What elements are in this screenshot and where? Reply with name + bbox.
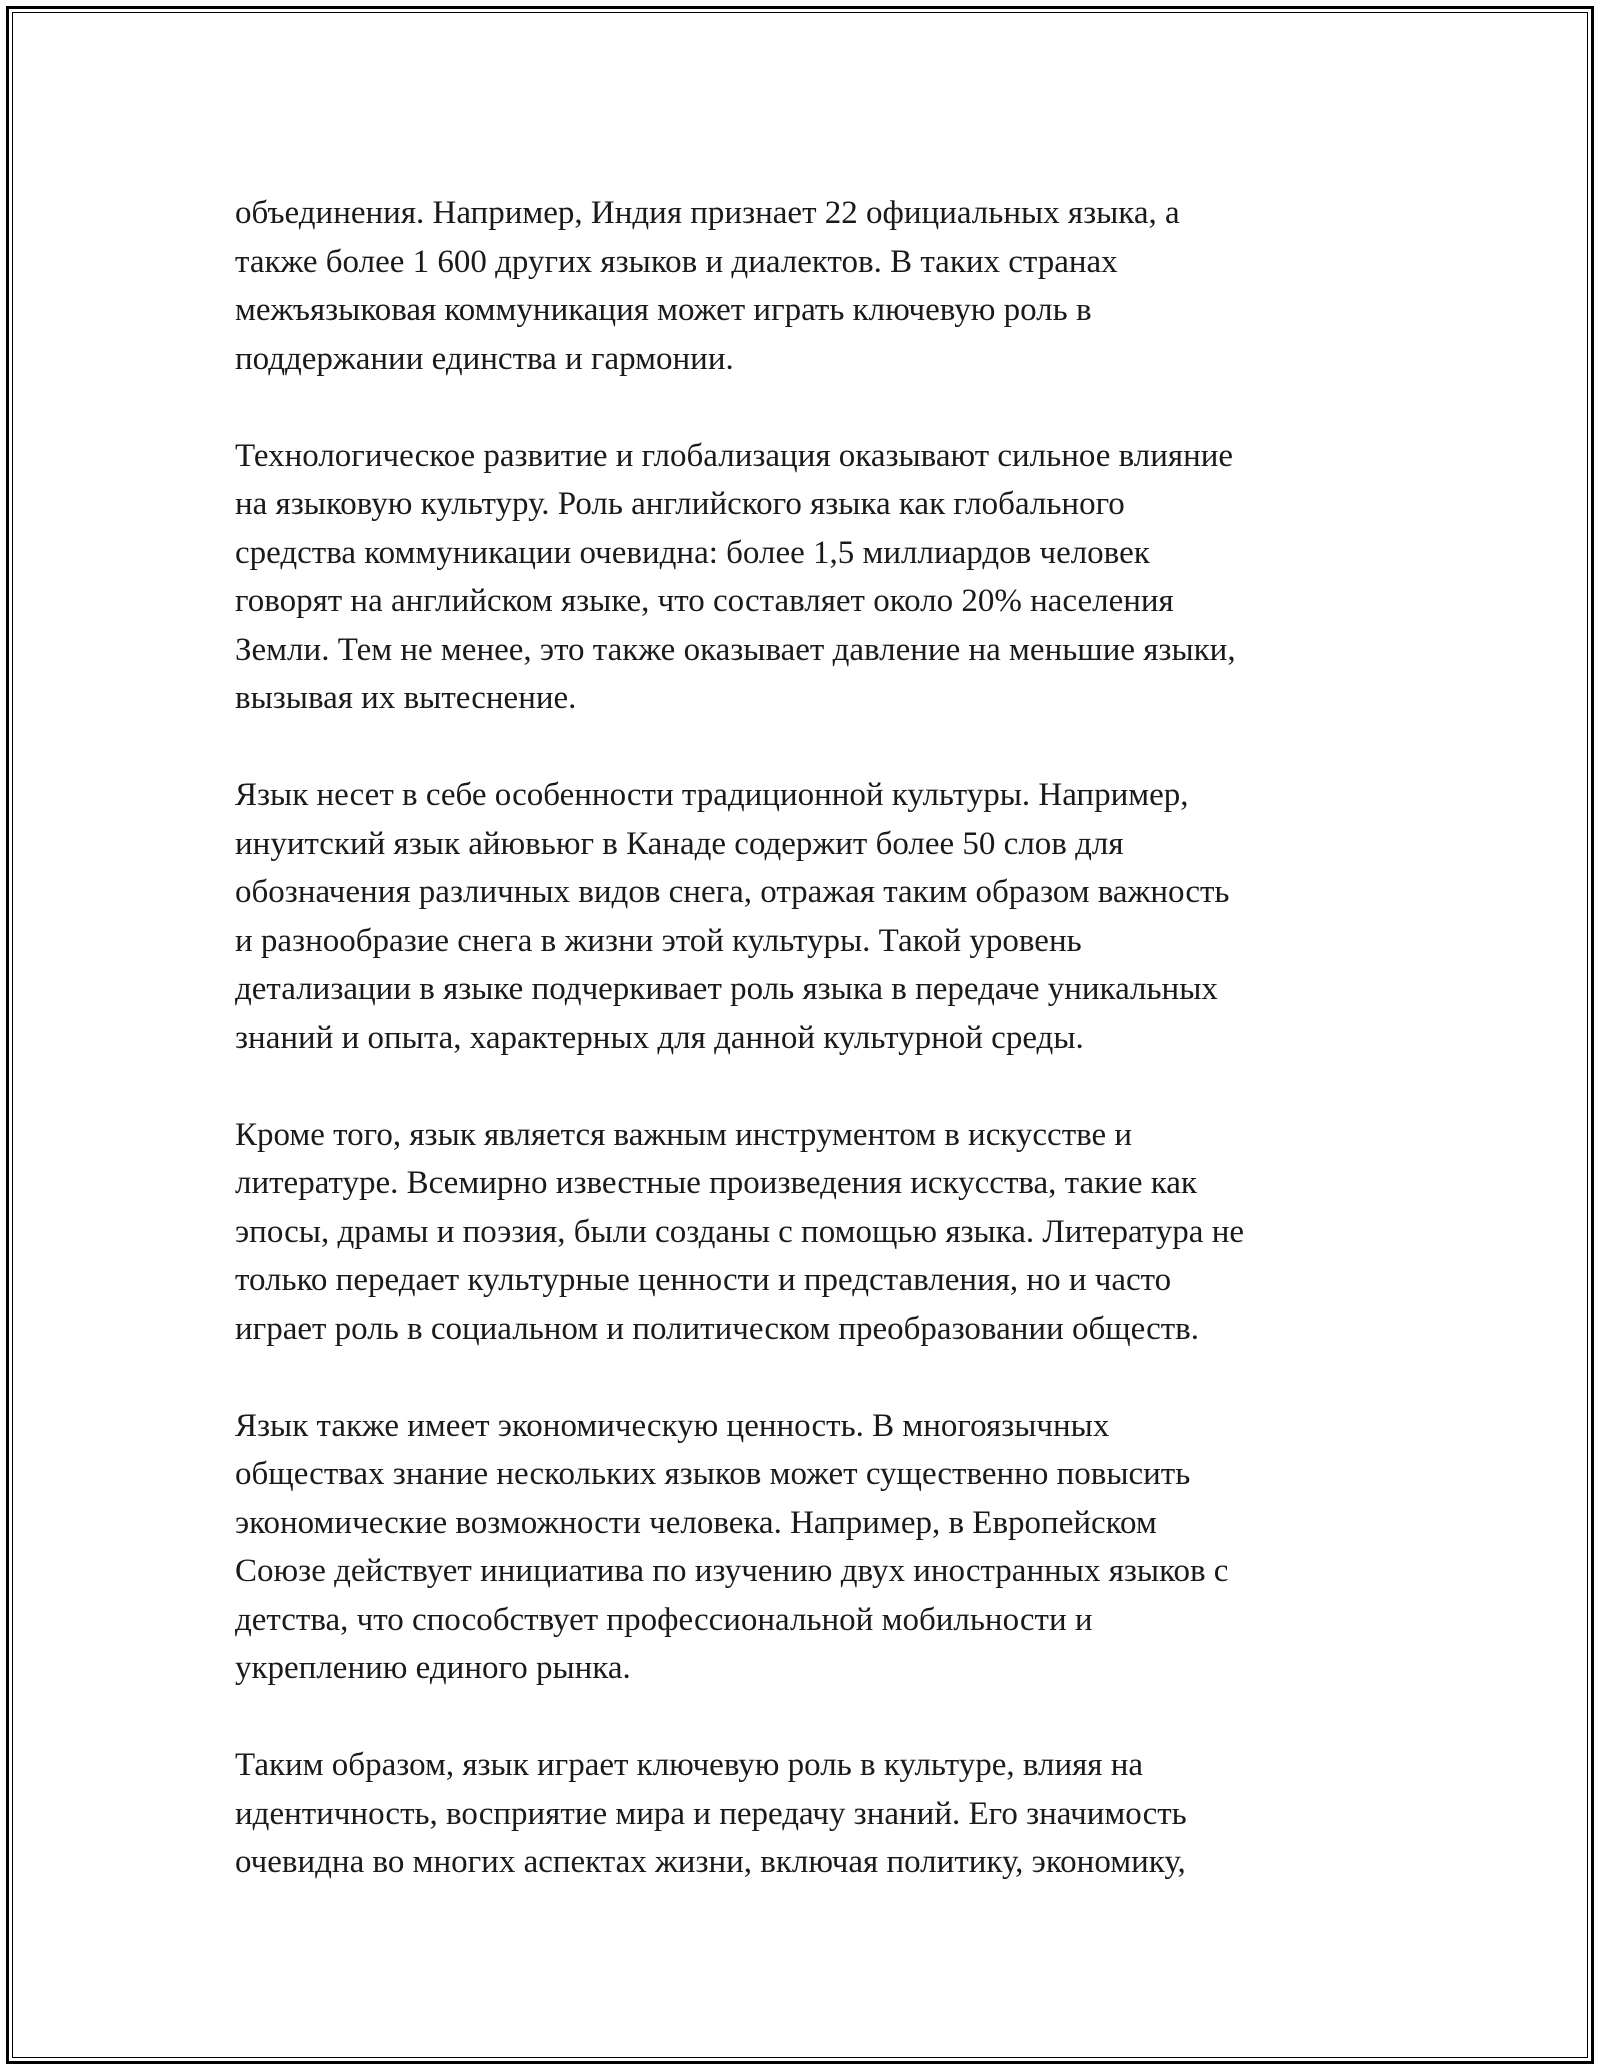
paragraph-art-literature: Кроме того, язык является важным инструментом в искусстве и литературе. Всемирно известные произведения искусства, такие как эпосы, драмы и поэзия, были созданы с помощью языка. Литература не только передает культурные ценности и представления, но и часто играет роль в социальном и политическом преобразовании обществ. bbox=[235, 1116, 1244, 1347]
paragraph-globalization: Технологическое развитие и глобализация оказывают сильное влияние на языковую культуру. Роль английского языка как глобального средства коммуникации очевидна: более 1,5 миллиардов человек говорят на английском языке, что составляет около 20% населения Земли. Тем не менее, это также оказывает давление на меньшие языки, вызывая их вытеснение. bbox=[235, 437, 1236, 716]
paragraph-traditional-culture: Язык несет в себе особенности традиционной культуры. Например, инуитский язык айювьюг в Канаде содержит более 50 слов для обозначения различных видов снега, отражая таким образом важность и разнообразие снега в жизни этой культуры. Такой уровень детализации в языке подчеркивает роль языка в передаче уникальных знаний и опыта, характерных для данной культурной среды. bbox=[235, 777, 1230, 1056]
paragraph-india-languages: объединения. Например, Индия признает 22 официальных языка, а также более 1 600 других языков и диалектов. В таких странах межъязыковая коммуникация может играть ключевую роль в поддержании единства и гармонии. bbox=[235, 195, 1180, 377]
paragraph-conclusion: Таким образом, язык играет ключевую роль в культуре, влияя на идентичность, восприятие мира и передачу знаний. Его значимость очевидна во многих аспектах жизни, включая политику, экономику, bbox=[235, 1747, 1187, 1880]
document-body bbox=[235, 189, 1370, 1887]
paragraph-economic-value: Язык также имеет экономическую ценность. В многоязычных обществах знание нескольких языков может существенно повысить экономические возможности человека. Например, в Европейском Союзе действует инициатива по изучению двух иностранных языков с детства, что способствует профессиональной мобильности и укреплению единого рынка. bbox=[235, 1407, 1229, 1686]
